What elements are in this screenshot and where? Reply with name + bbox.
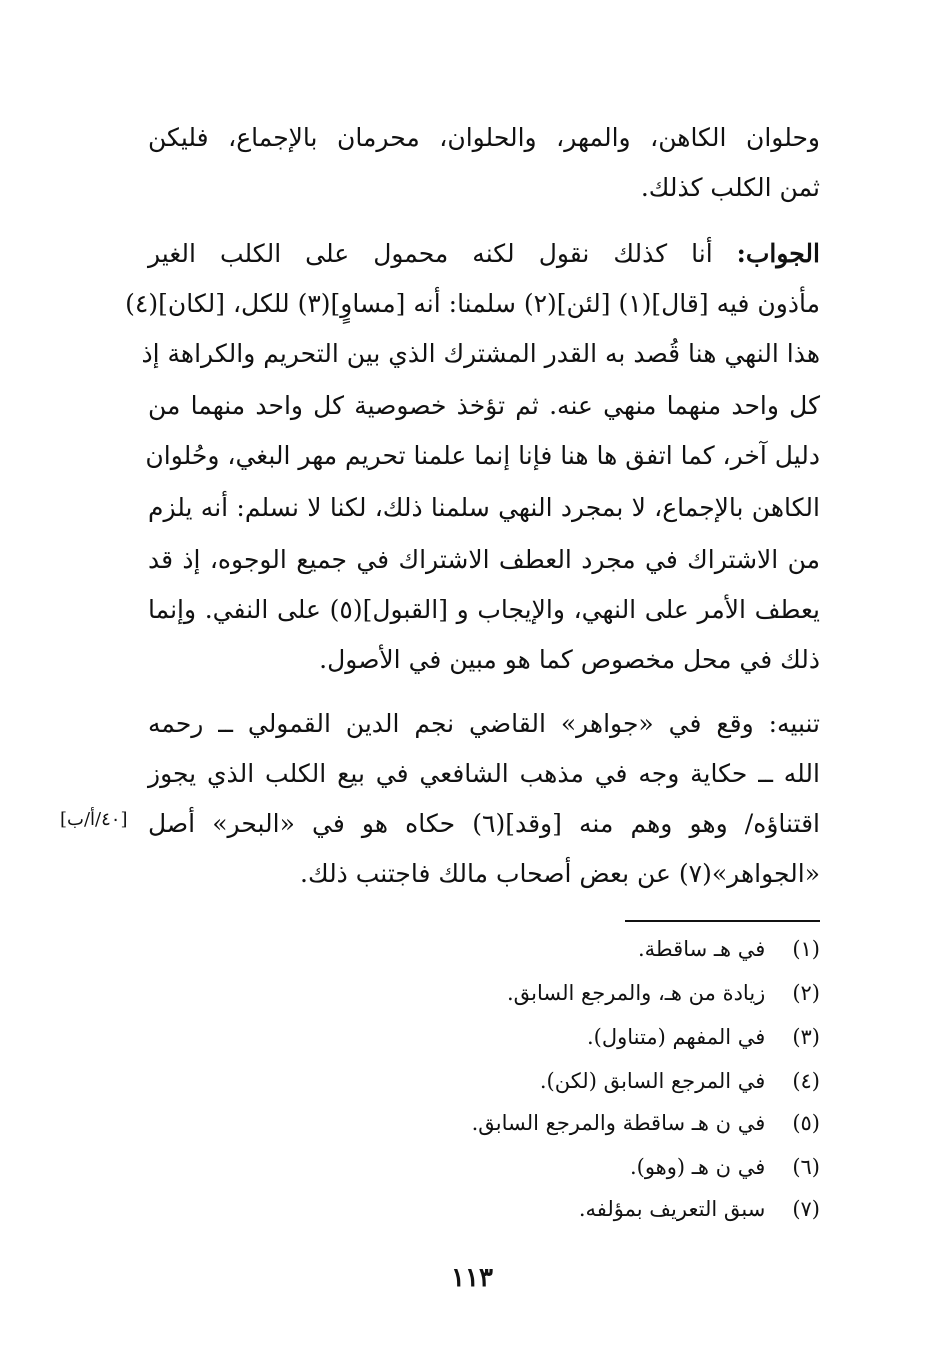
page-number: ١١٣ — [451, 1263, 493, 1293]
footnote-number: (٢) — [792, 981, 820, 1005]
footnote-text: زيادة من هـ، والمرجع السابق. — [506, 981, 766, 1005]
footnote-text: في هـ ساقطة. — [638, 937, 766, 961]
text-line-7: دليل آخر، كما اتفق ها هنا فإنا إنما علمنا تحريم مهر البغي، وحُلوان — [145, 441, 820, 470]
footnote-6 — [220, 1152, 820, 1182]
footnote-number: (٥) — [792, 1111, 820, 1135]
text-line-11: ذلك في محل مخصوص كما هو مبين في الأصول. — [319, 645, 820, 674]
answer-line-text: أنا كذلك نقول لكنه محمول على الكلب الغير — [148, 239, 713, 268]
footnote-number: (٧) — [792, 1197, 820, 1221]
footnote-3 — [220, 1022, 820, 1052]
footnote-separator — [625, 920, 820, 922]
note-line-3: اقتناؤه/ وهو وهم منه [وقد](٦) حكاه هو في «البحر» أصل — [148, 809, 820, 838]
text-line-8: الكاهن بالإجماع، لا بمجرد النهي سلمنا ذلك، لكنا لا نسلم: أنه يلزم — [148, 493, 820, 522]
footnote-text: سبق التعريف بمؤلفه. — [578, 1197, 766, 1221]
footnote-text: في المفهم (متناول). — [586, 1025, 766, 1049]
footnote-number: (٣) — [792, 1025, 820, 1049]
footnote-number: (٦) — [792, 1155, 820, 1179]
note-line-2: الله ــ حكاية وجه في مذهب الشافعي في بيع الكلب الذي يجوز — [148, 759, 820, 788]
text-line-10: يعطف الأمر على النهي، والإيجاب و [القبول](٥) على النفي. وإنما — [148, 595, 820, 624]
text-line-9: من الاشتراك في مجرد العطف الاشتراك في جميع الوجوه، إذ قد — [148, 545, 820, 574]
answer-paragraph-first-line — [148, 234, 820, 274]
answer-label: الجواب: — [736, 239, 820, 268]
text-line-6: كل واحد منهما منهي عنه. ثم تؤخذ خصوصية كل واحد منهما من — [148, 391, 820, 420]
footnote-2 — [220, 978, 820, 1008]
footnote-text: في المرجع السابق (لكن). — [539, 1069, 766, 1093]
text-line-2: ثمن الكلب كذلك. — [640, 173, 820, 202]
text-line-1: وحلوان الكاهن، والمهر، والحلوان، محرمان بالإجماع، فليكن — [148, 123, 820, 152]
footnote-text: في ن هـ (وهو). — [629, 1155, 766, 1179]
footnote-number: (٤) — [792, 1069, 820, 1093]
note-line-4: «الجواهر»(٧) عن بعض أصحاب مالك فاجتنب ذلك. — [300, 859, 820, 888]
note-line-1: تنبيه: وقع في «جواهر» القاضي نجم الدين القمولي ــ رحمه — [148, 709, 820, 738]
footnote-4 — [220, 1066, 820, 1096]
footnote-number: (١) — [792, 937, 820, 961]
manuscript-folio-reference: [٤٠/أ/ب] — [60, 809, 128, 830]
footnote-1 — [220, 934, 820, 964]
footnote-7 — [220, 1194, 820, 1224]
text-line-5: هذا النهي هنا قُصد به القدر المشترك الذي بين التحريم والكراهة إذ — [141, 339, 820, 368]
footnote-text: في ن هـ ساقطة والمرجع السابق. — [471, 1111, 766, 1135]
text-line-4: مأذون فيه [قال](١) [لئن](٢) سلمنا: أنه [مساوٍ](٣) للكل، [لكان](٤) — [125, 289, 820, 318]
footnote-5 — [220, 1108, 820, 1138]
